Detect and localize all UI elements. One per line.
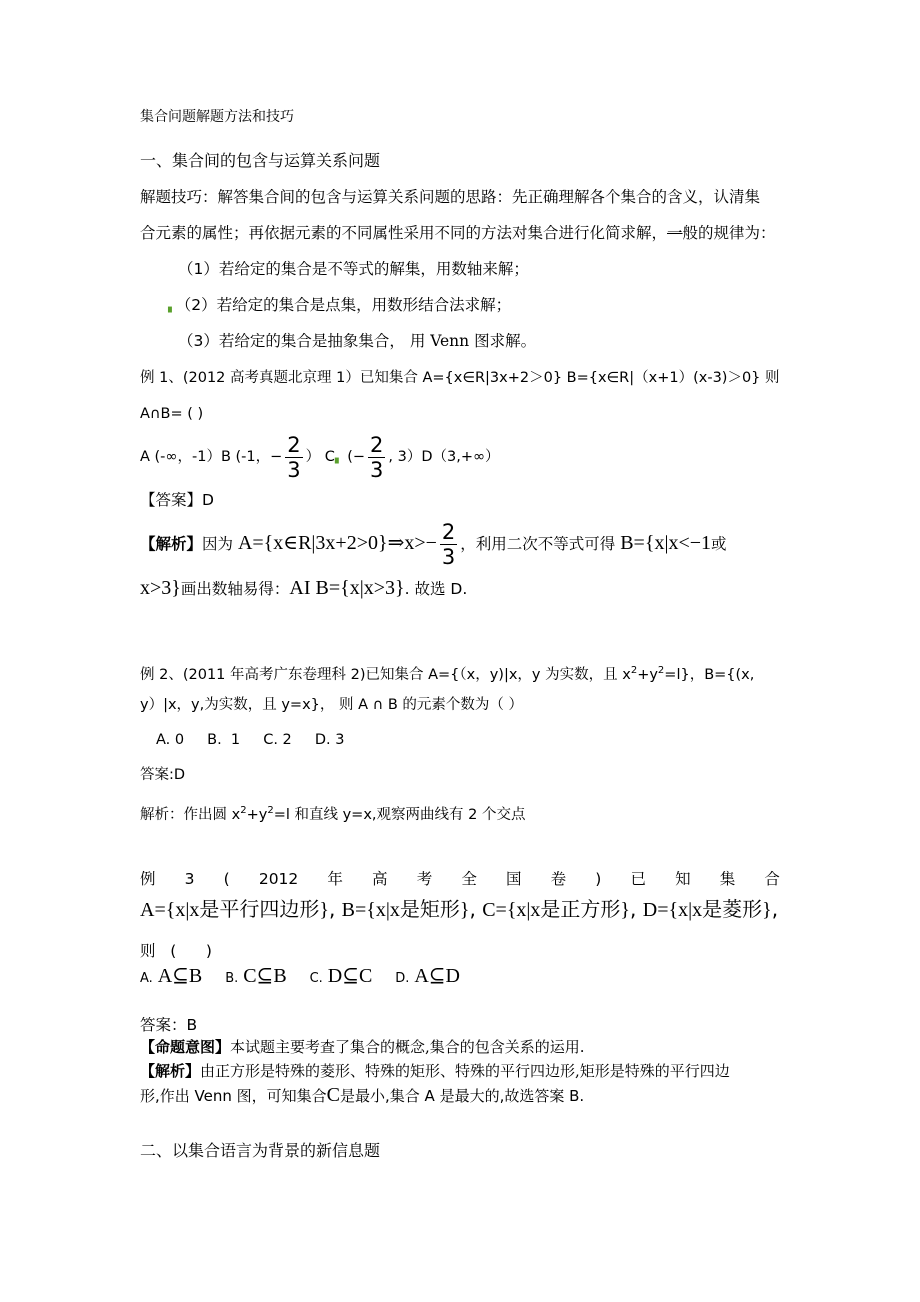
ex2-solution [140,800,525,826]
ex3-token: 3 [184,870,195,888]
frac-num: 2 [370,432,384,457]
ex1-option-c-start: (− [347,449,366,465]
ex3-solution-l1: 由正方形是特殊的菱形、特殊的矩形、特殊的平行四边形,矩形是特殊的平行四边 [200,1062,730,1080]
ex3-intent-label: 【命题意图】 [140,1038,231,1056]
ex3-options [140,962,460,993]
ex1-solution-a: 因为 [202,535,238,553]
ex2-sol-a: 解析：作出圆 x [140,806,241,823]
ex1-solution-math3: x>3} [140,577,181,599]
ex3-token: 例 [140,870,156,888]
section1-intro-line2 [140,222,776,244]
ex1-solution-math4: AI B={x|x>3} [289,577,405,599]
ex3-solution-line1 [140,1060,730,1082]
ex1-solution-c: 画出数轴易得： [180,580,290,598]
section2-heading: 二、以集合语言为背景的新信息题 [140,1141,381,1160]
doc-title: 集合问题解题方法和技巧 [140,109,294,125]
ex2-l1-b: +y [637,666,658,683]
ex1-answer: 【答案】D [140,491,214,509]
ex1-question-line1: 例 1、(2012 高考真题北京理 1）已知集合 A={x∈R|3x+2＞0} B={x∈R|（x+1）(x-3)＞0} 则 [140,370,780,386]
ex3-sets-line: A={x|x是平行四边形}, B={x|x是矩形}, C={x|x是正方形}, D={x|x是菱形}, [140,897,779,921]
ex3-intent-text: 本试题主要考查了集合的概念,集合的包含关系的运用. [230,1038,585,1056]
ex3-opt-c: D⊆C [327,965,373,987]
ex3-token: 年 [327,870,343,888]
ex3-token: 考 [416,870,433,888]
intro-line2-end: 般的规律为： [682,224,776,242]
rule-3-line [178,330,536,352]
ex1-fraction-3 [440,520,457,569]
ex2-question-line2: y）|x，y,为实数，且 y=x}， 则 A ∩ B 的元素个数为（ ） [140,697,524,713]
ex2-options: A. 0 B. 1 C. 2 D. 3 [156,732,345,748]
ex3-opt-a-label: A. [140,971,153,986]
rule-2-line [168,294,511,319]
ex3-token: 合 [764,870,780,888]
intro-line2-text: 合元素的属性；再依据元素的不同属性采用不同的方法对集合进行化简求解， [140,224,668,242]
ex3-opt-b-label: B. [225,971,239,986]
ex3-then: 则 ( ) [140,942,212,960]
ex3-header-line [140,868,780,890]
ex3-token: 2012 [258,870,299,888]
ex3-opt-a: A⊆B [157,965,203,987]
ex1-solution-b: ，利用二次不等式可得 [460,535,621,553]
ex2-sol-sup2: 2 [267,805,274,816]
ex3-set-b: B={x|x是矩形} [341,899,470,921]
ex2-sol-b: +y [246,806,268,823]
ex1-solution-line2 [140,577,467,600]
ex3-opt-d-label: D. [395,971,410,986]
ex2-l1-sup2: 2 [657,665,665,676]
frac-den: 3 [370,457,384,482]
ex2-l1-sup1: 2 [630,665,638,676]
ex3-set-d: D={x|x是菱形} [642,899,772,921]
ex3-token: ( [223,870,230,888]
ex1-solution-math2: B={x|x<−1 [620,532,711,554]
rule-2: （2）若给定的集合是点集，用数形结合法求解； [175,296,512,314]
ex1-option-a-b: A (-∞，-1）B (-1，− [140,449,283,465]
rule-3-b: 用 Venn 图求解。 [409,332,537,350]
ex1-question-line2: A∩B= ( ) [140,406,204,422]
ex2-answer: 答案:D [140,767,186,783]
edit-marker-icon: ▖ [334,453,343,464]
ex3-token: 全 [461,870,477,888]
ex1-options [140,430,500,486]
ex2-question-line1 [140,660,754,686]
section1-heading: 一、集合间的包含与运算关系问题 [140,151,381,170]
ex3-token: ) [595,870,602,888]
ex1-solution-math1: A={x∈R|3x+2>0}⇒x>− [237,532,437,554]
ex3-opt-d: A⊆D [414,965,460,987]
ex3-token: 高 [372,870,388,888]
ex3-solution-C: C [326,1084,340,1106]
ex2-l1-c: =l}，B={(x, [664,666,755,683]
ex3-solution-l2b: 是最小,集合 A 是最大的,故选答案 B. [340,1087,585,1105]
frac-num: 2 [441,520,456,544]
rule-3-a: （3）若给定的集合是抽象集合， [178,332,405,350]
ex1-fraction-2 [368,433,385,482]
ex3-answer: 答案：B [140,1016,198,1034]
rule-1: （1）若给定的集合是不等式的解集，用数轴来解； [178,260,529,278]
ex3-token: 国 [505,870,522,888]
ex3-solution-label: 【解析】 [140,1062,201,1080]
ex3-token: 卷 [550,870,567,888]
ex3-token: 集 [719,870,736,888]
frac-den: 3 [441,545,456,569]
ex2-sol-c: =l 和直线 y=x,观察两曲线有 2 个交点 [273,806,526,823]
ex1-solution-label: 【解析】 [140,535,203,553]
frac-num: 2 [287,432,301,457]
ex3-set-c: C={x|x是正方形} [482,899,631,921]
ex1-option-c-label: C [324,449,335,465]
frac-den: 3 [287,457,301,482]
ex1-solution-line1 [140,516,727,571]
ex1-option-c-end: , 3）D（3,+∞） [388,449,500,465]
intro-strike: 一 [667,224,683,242]
ex3-solution-l2a: 形,作出 Venn 图，可知集合 [140,1087,327,1105]
section1-intro-line1: 解题技巧：解答集合间的包含与运算关系问题的思路：先正确理解各个集合的含义，认清集 [140,188,761,206]
ex3-set-a: A={x|x是平行四边形} [140,899,329,921]
ex3-opt-c-label: C. [309,971,323,986]
ex1-option-b-end: ） [305,449,321,465]
ex3-token: 已 [630,870,646,888]
ex1-fraction-1 [285,433,302,482]
ex3-solution-line2 [140,1084,584,1107]
ex3-intent [140,1036,585,1058]
ex2-sol-sup1: 2 [240,805,247,816]
edit-marker-icon: ▖ [168,302,176,313]
ex2-l1-a: 例 2、(2011 年高考广东卷理科 2)已知集合 A={（x，y)|x，y 为实数，且 x [140,666,631,683]
ex3-opt-b: C⊆B [243,965,287,987]
ex1-solution-or: 或 [711,535,727,553]
ex3-token: 知 [675,870,691,888]
ex1-solution-d: . 故选 D. [404,580,468,598]
